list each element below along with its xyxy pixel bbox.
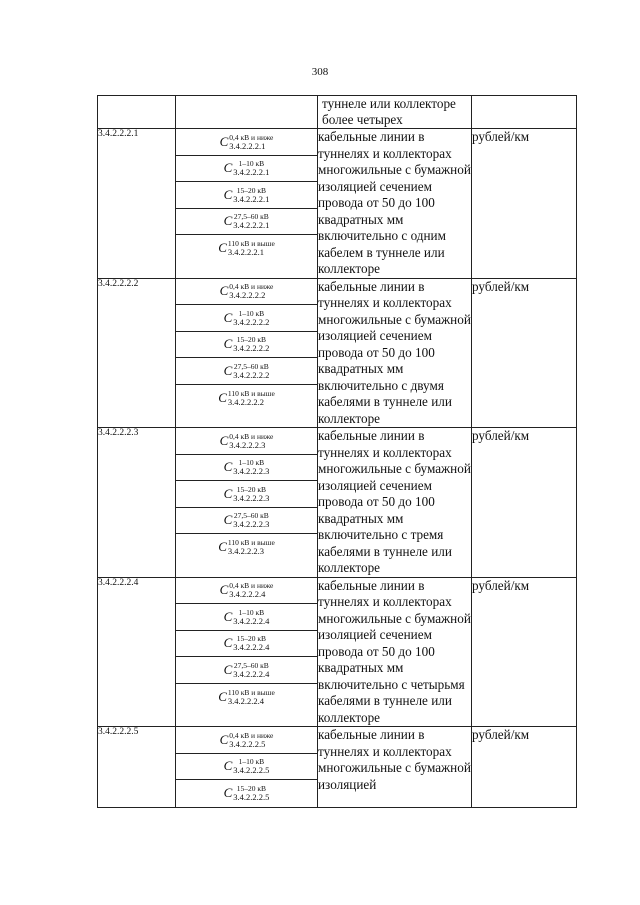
formula-scripts (233, 187, 269, 203)
voltage-class-label: 15–20 кВ (236, 484, 266, 494)
formula-subcell (176, 455, 317, 482)
voltage-class-label: 27,5–60 кВ (233, 660, 269, 670)
formula-scripts (233, 785, 269, 801)
row-unit: рублей/км (472, 428, 577, 578)
voltage-class-label: 1–10 кВ (238, 308, 265, 318)
formula-subcell (176, 235, 317, 262)
formula-symbol: C (218, 240, 227, 256)
formula-index: 3.4.2.2.2.2 (229, 290, 266, 301)
row-code: 3.4.2.2.2.4 (98, 577, 176, 727)
continuation-row (98, 96, 577, 129)
voltage-class-label: 0,4 кВ и ниже (229, 282, 274, 292)
formula-scripts (229, 134, 273, 150)
formula-subcell (176, 754, 317, 781)
rate-formula (218, 689, 275, 705)
formula-subcell (176, 727, 317, 754)
continuation-code-cell (98, 96, 176, 129)
rate-formula (218, 390, 275, 406)
formula-symbol: C (223, 512, 233, 528)
formula-symbol: C (219, 133, 229, 149)
formula-scripts (229, 433, 273, 449)
voltage-class-label: 110 кВ и выше (227, 687, 275, 697)
rate-formula (220, 582, 274, 598)
formula-subcell (176, 182, 317, 209)
formula-symbol: C (223, 309, 233, 325)
rate-formula (224, 160, 270, 176)
formula-index: 3.4.2.2.2.3 (233, 492, 270, 503)
formula-symbol: C (218, 688, 227, 704)
formula-subcell (176, 684, 317, 711)
formula-index: 3.4.2.2.2.1 (227, 247, 264, 258)
voltage-class-label: 110 кВ и выше (227, 388, 275, 398)
formula-subcell (176, 657, 317, 684)
formula-scripts (228, 539, 275, 555)
formula-subcell (176, 508, 317, 535)
rate-formula (220, 433, 274, 449)
formula-subcell (176, 481, 317, 508)
row-description: кабельные линии в туннелях и коллекторах многожильные с бумажной изоляцией сечением провода от 50 до 100 квадратных мм включительно с четырьмя кабелями в туннеле или коллекторе (318, 577, 471, 725)
formula-index: 3.4.2.2.2.3 (233, 519, 270, 530)
formula-index: 3.4.2.2.2.3 (229, 439, 266, 450)
formula-symbol: C (223, 758, 233, 774)
rate-formula (224, 635, 270, 651)
formula-scripts (233, 609, 269, 625)
formula-index: 3.4.2.2.2.5 (233, 792, 270, 803)
row-unit: рублей/км (472, 278, 577, 428)
formula-symbol: C (218, 539, 227, 555)
formula-scripts (233, 758, 269, 774)
voltage-class-label: 15–20 кВ (236, 335, 266, 345)
formula-index: 3.4.2.2.2.2 (233, 343, 270, 354)
row-description: кабельные линии в туннелях и коллекторах многожильные с бумажной изоляцией (318, 727, 472, 808)
formula-cell (176, 727, 318, 808)
formula-cell (176, 129, 318, 279)
row-code: 3.4.2.2.2.2 (98, 278, 176, 428)
formula-scripts (228, 240, 275, 256)
tariff-table (97, 95, 577, 808)
voltage-class-label: 110 кВ и выше (227, 538, 275, 548)
rate-formula (224, 758, 270, 774)
formula-subcell (176, 385, 317, 412)
formula-subcell (176, 428, 317, 455)
formula-subcell (176, 358, 317, 385)
continuation-description: туннеле или коллекторе более четырех (322, 96, 456, 127)
formula-symbol: C (223, 608, 233, 624)
voltage-class-label: 15–20 кВ (236, 784, 266, 794)
formula-symbol: C (219, 432, 229, 448)
rate-formula (224, 662, 270, 678)
rate-formula (224, 187, 270, 203)
table-row (98, 129, 577, 279)
formula-symbol: C (223, 785, 233, 801)
formula-index: 3.4.2.2.2.1 (233, 220, 270, 231)
rate-formula (224, 336, 270, 352)
voltage-class-label: 1–10 кВ (238, 607, 265, 617)
formula-scripts (228, 689, 275, 705)
formula-index: 3.4.2.2.2.3 (233, 466, 270, 477)
formula-scripts (233, 486, 269, 502)
formula-index: 3.4.2.2.2.1 (229, 140, 266, 151)
rate-formula (218, 240, 275, 256)
formula-list (176, 279, 317, 412)
voltage-class-label: 0,4 кВ и ниже (229, 431, 274, 441)
voltage-class-label: 0,4 кВ и ниже (229, 730, 274, 740)
formula-index: 3.4.2.2.2.2 (233, 316, 270, 327)
formula-subcell (176, 578, 317, 605)
voltage-class-label: 15–20 кВ (236, 634, 266, 644)
formula-symbol: C (219, 582, 229, 598)
formula-scripts (228, 390, 275, 406)
formula-scripts (233, 662, 269, 678)
formula-subcell (176, 305, 317, 332)
formula-scripts (229, 732, 273, 748)
rate-formula (224, 486, 270, 502)
formula-scripts (233, 635, 269, 651)
table-row (98, 278, 577, 428)
formula-symbol: C (223, 160, 233, 176)
formula-cell (176, 428, 318, 578)
formula-index: 3.4.2.2.2.2 (233, 369, 270, 380)
voltage-class-label: 1–10 кВ (238, 458, 265, 468)
table-row (98, 727, 577, 808)
voltage-class-label: 0,4 кВ и ниже (229, 132, 274, 142)
row-code: 3.4.2.2.2.3 (98, 428, 176, 578)
formula-list (176, 428, 317, 561)
formula-scripts (233, 459, 269, 475)
table-row (98, 577, 577, 727)
row-description: кабельные линии в туннелях и коллекторах многожильные с бумажной изоляцией сечением провода от 50 до 100 квадратных мм включительно с тремя кабелями в туннеле или коллекторе (318, 428, 471, 575)
row-code: 3.4.2.2.2.5 (98, 727, 176, 808)
formula-index: 3.4.2.2.2.1 (233, 193, 270, 204)
rate-formula (224, 512, 270, 528)
formula-subcell (176, 129, 317, 156)
rate-formula (220, 732, 274, 748)
continuation-unit-cell (472, 96, 577, 129)
voltage-class-label: 27,5–60 кВ (233, 511, 269, 521)
rate-formula (224, 785, 270, 801)
continuation-formula-cell (176, 96, 318, 129)
formula-index: 3.4.2.2.2.1 (233, 167, 270, 178)
formula-index: 3.4.2.2.2.3 (227, 546, 264, 557)
formula-list (176, 727, 317, 807)
formula-index: 3.4.2.2.2.5 (233, 765, 270, 776)
formula-scripts (233, 363, 269, 379)
row-unit: рублей/км (472, 577, 577, 727)
formula-scripts (229, 582, 273, 598)
formula-scripts (233, 310, 269, 326)
formula-subcell (176, 631, 317, 658)
rate-formula (224, 310, 270, 326)
formula-index: 3.4.2.2.2.4 (233, 668, 270, 679)
formula-list (176, 129, 317, 262)
voltage-class-label: 110 кВ и выше (227, 239, 275, 249)
formula-index: 3.4.2.2.2.4 (229, 589, 266, 600)
rate-formula (224, 609, 270, 625)
formula-symbol: C (218, 389, 227, 405)
formula-symbol: C (223, 213, 233, 229)
voltage-class-label: 0,4 кВ и ниже (229, 581, 274, 591)
formula-subcell (176, 604, 317, 631)
row-code: 3.4.2.2.2.1 (98, 129, 176, 279)
formula-subcell (176, 156, 317, 183)
row-unit: рублей/км (472, 727, 577, 808)
formula-symbol: C (219, 731, 229, 747)
formula-symbol: C (219, 283, 229, 299)
formula-scripts (229, 283, 273, 299)
row-description: кабельные линии в туннелях и коллекторах многожильные с бумажной изоляцией сечением провода от 50 до 100 квадратных мм включительно с одним кабелем в туннеле или коллекторе (318, 129, 471, 276)
voltage-class-label: 27,5–60 кВ (233, 361, 269, 371)
row-unit: рублей/км (472, 129, 577, 279)
voltage-class-label: 1–10 кВ (238, 159, 265, 169)
formula-scripts (233, 336, 269, 352)
formula-index: 3.4.2.2.2.5 (229, 738, 266, 749)
formula-symbol: C (223, 485, 233, 501)
formula-index: 3.4.2.2.2.4 (227, 695, 264, 706)
formula-index: 3.4.2.2.2.4 (233, 642, 270, 653)
formula-scripts (233, 512, 269, 528)
table-row (98, 428, 577, 578)
formula-index: 3.4.2.2.2.4 (233, 615, 270, 626)
formula-scripts (233, 160, 269, 176)
formula-subcell (176, 279, 317, 306)
rate-formula (220, 283, 274, 299)
rate-formula (218, 539, 275, 555)
formula-symbol: C (223, 362, 233, 378)
voltage-class-label: 15–20 кВ (236, 185, 266, 195)
formula-subcell (176, 780, 317, 807)
page-number: 308 (311, 66, 329, 78)
rate-formula (224, 363, 270, 379)
row-description: кабельные линии в туннелях и коллекторах многожильные с бумажной изоляцией сечением провода от 50 до 100 квадратных мм включительно с двумя кабелями в туннеле или коллекторе (318, 278, 471, 426)
rate-formula (220, 134, 274, 150)
formula-cell (176, 278, 318, 428)
continuation-description-cell (318, 96, 472, 129)
formula-cell (176, 577, 318, 727)
formula-subcell (176, 332, 317, 359)
formula-symbol: C (223, 336, 233, 352)
formula-symbol: C (223, 635, 233, 651)
formula-scripts (233, 213, 269, 229)
rate-formula (224, 213, 270, 229)
formula-subcell (176, 209, 317, 236)
formula-list (176, 578, 317, 711)
formula-index: 3.4.2.2.2.2 (227, 396, 264, 407)
voltage-class-label: 1–10 кВ (238, 757, 265, 767)
formula-symbol: C (223, 186, 233, 202)
formula-symbol: C (223, 459, 233, 475)
rate-formula (224, 459, 270, 475)
voltage-class-label: 27,5–60 кВ (233, 212, 269, 222)
formula-subcell (176, 534, 317, 561)
formula-symbol: C (223, 661, 233, 677)
